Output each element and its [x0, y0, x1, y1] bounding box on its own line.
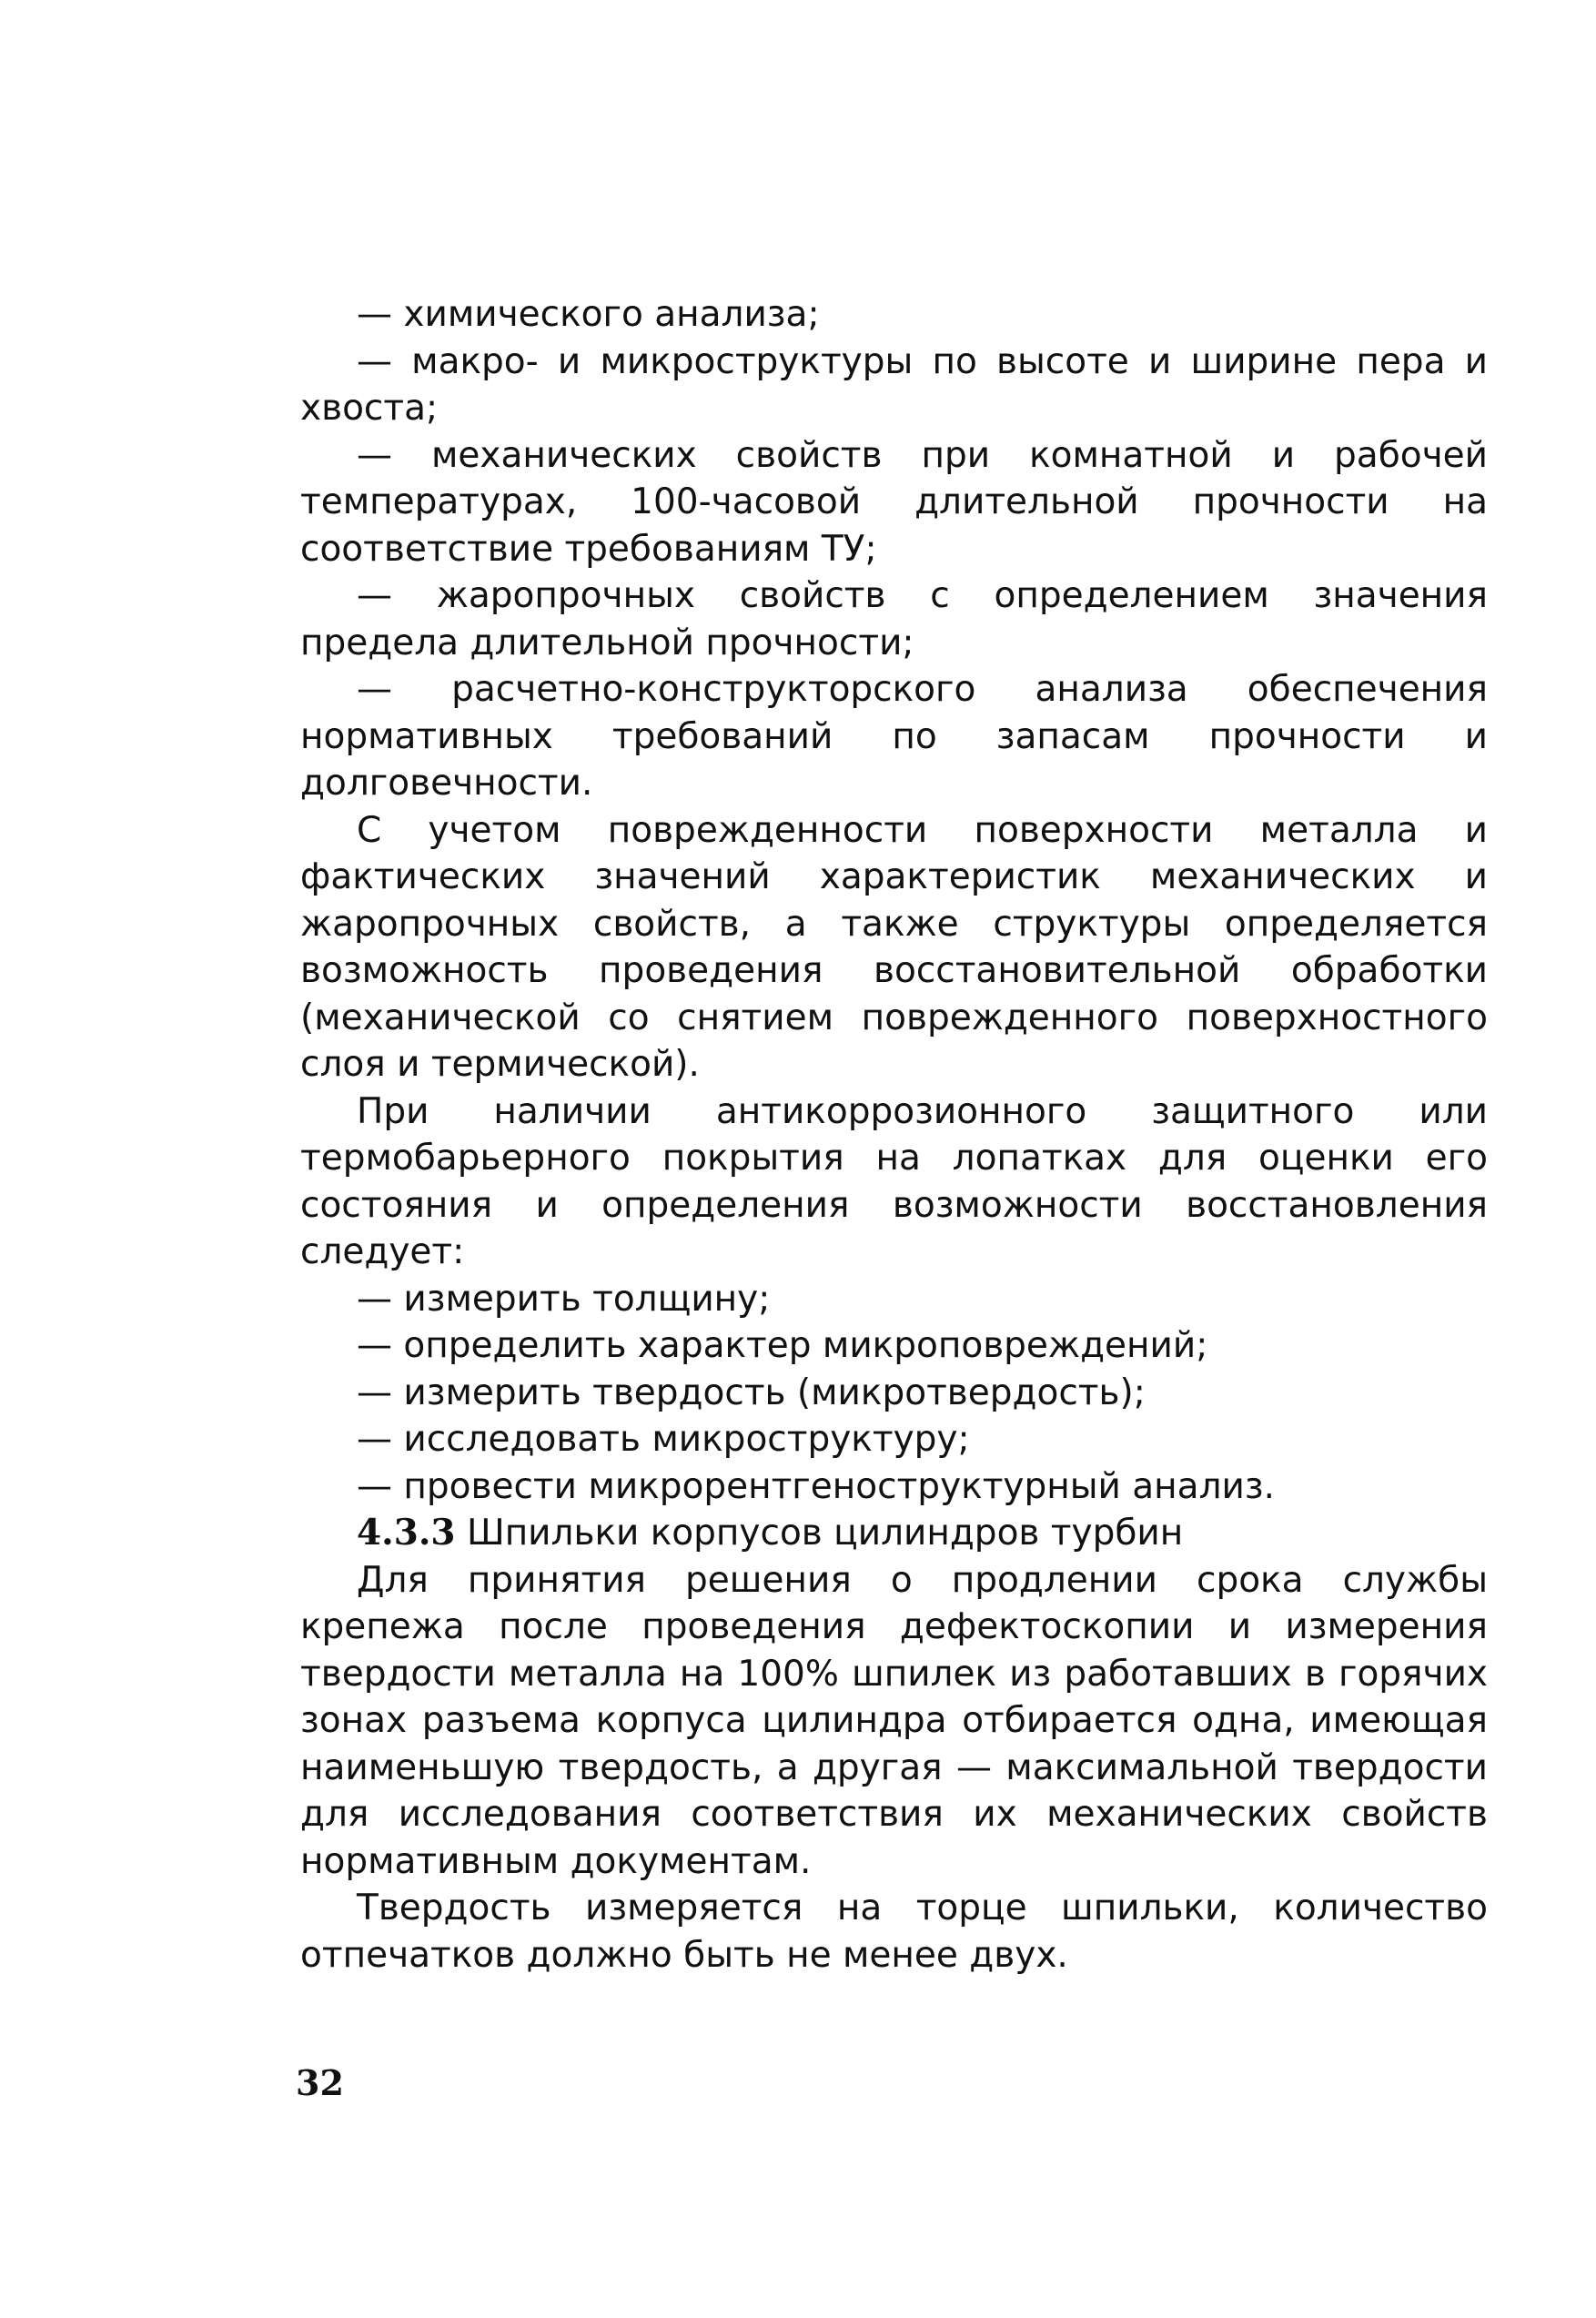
- page-number: 32: [296, 2062, 344, 2103]
- list-item: — макро- и микроструктуры по высоте и ширине пера и хвоста;: [300, 340, 1488, 429]
- list-item: — химического анализа;: [357, 294, 820, 335]
- list-item: — определить характер микроповреждений;: [357, 1325, 1208, 1366]
- list-item: — исследовать микроструктуру;: [357, 1419, 970, 1460]
- list-item: — механических свойств при комнатной и рабочей температурах, 100-часовой длительной прочности на соответствие требованиям ТУ;: [300, 434, 1488, 570]
- section-number: 4.3.3: [357, 1512, 456, 1554]
- list-item: — провести микрорентгеноструктурный анализ.: [357, 1465, 1275, 1507]
- paragraph-hardness: Твердость измеряется на торце шпильки, количество отпечатков должно быть не менее двух.: [300, 1888, 1488, 1976]
- list-item: — измерить толщину;: [357, 1278, 771, 1320]
- paragraph-fasteners: Для принятия решения о продлении срока службы крепежа после проведения дефектоскопии и измерения твердости металла на 100% шпилек из работавших в горячих зонах разъема корпуса цилиндра отбирается одна, имеющая наименьшую твердость, а другая — максимальной твердости для исследования соответствия их механических свойств нормативным документам.: [300, 1559, 1488, 1882]
- list-item: — расчетно-конструкторского анализа обеспечения нормативных требований по запасам прочности и долговечности.: [300, 669, 1488, 804]
- section-heading: [300, 1510, 1488, 1557]
- paragraph-damage: С учетом поврежденности поверхности металла и фактических значений характеристик механических и жаропрочных свойств, а также структуры определяется возможность проведения восстановительной обработки (механической со снятием поврежденного поверхностного слоя и термической).: [300, 809, 1488, 1085]
- list-item: — измерить твердость (микротвердость);: [357, 1372, 1146, 1413]
- list-item: — жаропрочных свойств с определением значения предела длительной прочности;: [300, 575, 1488, 663]
- section-title: Шпильки корпусов цилиндров турбин: [466, 1513, 1184, 1554]
- paragraph-coating: При наличии антикоррозионного защитного или термобарьерного покрытия на лопатках для оценки его состояния и определения возможности восстановления следует:: [300, 1090, 1488, 1272]
- body-text: [300, 291, 1488, 1979]
